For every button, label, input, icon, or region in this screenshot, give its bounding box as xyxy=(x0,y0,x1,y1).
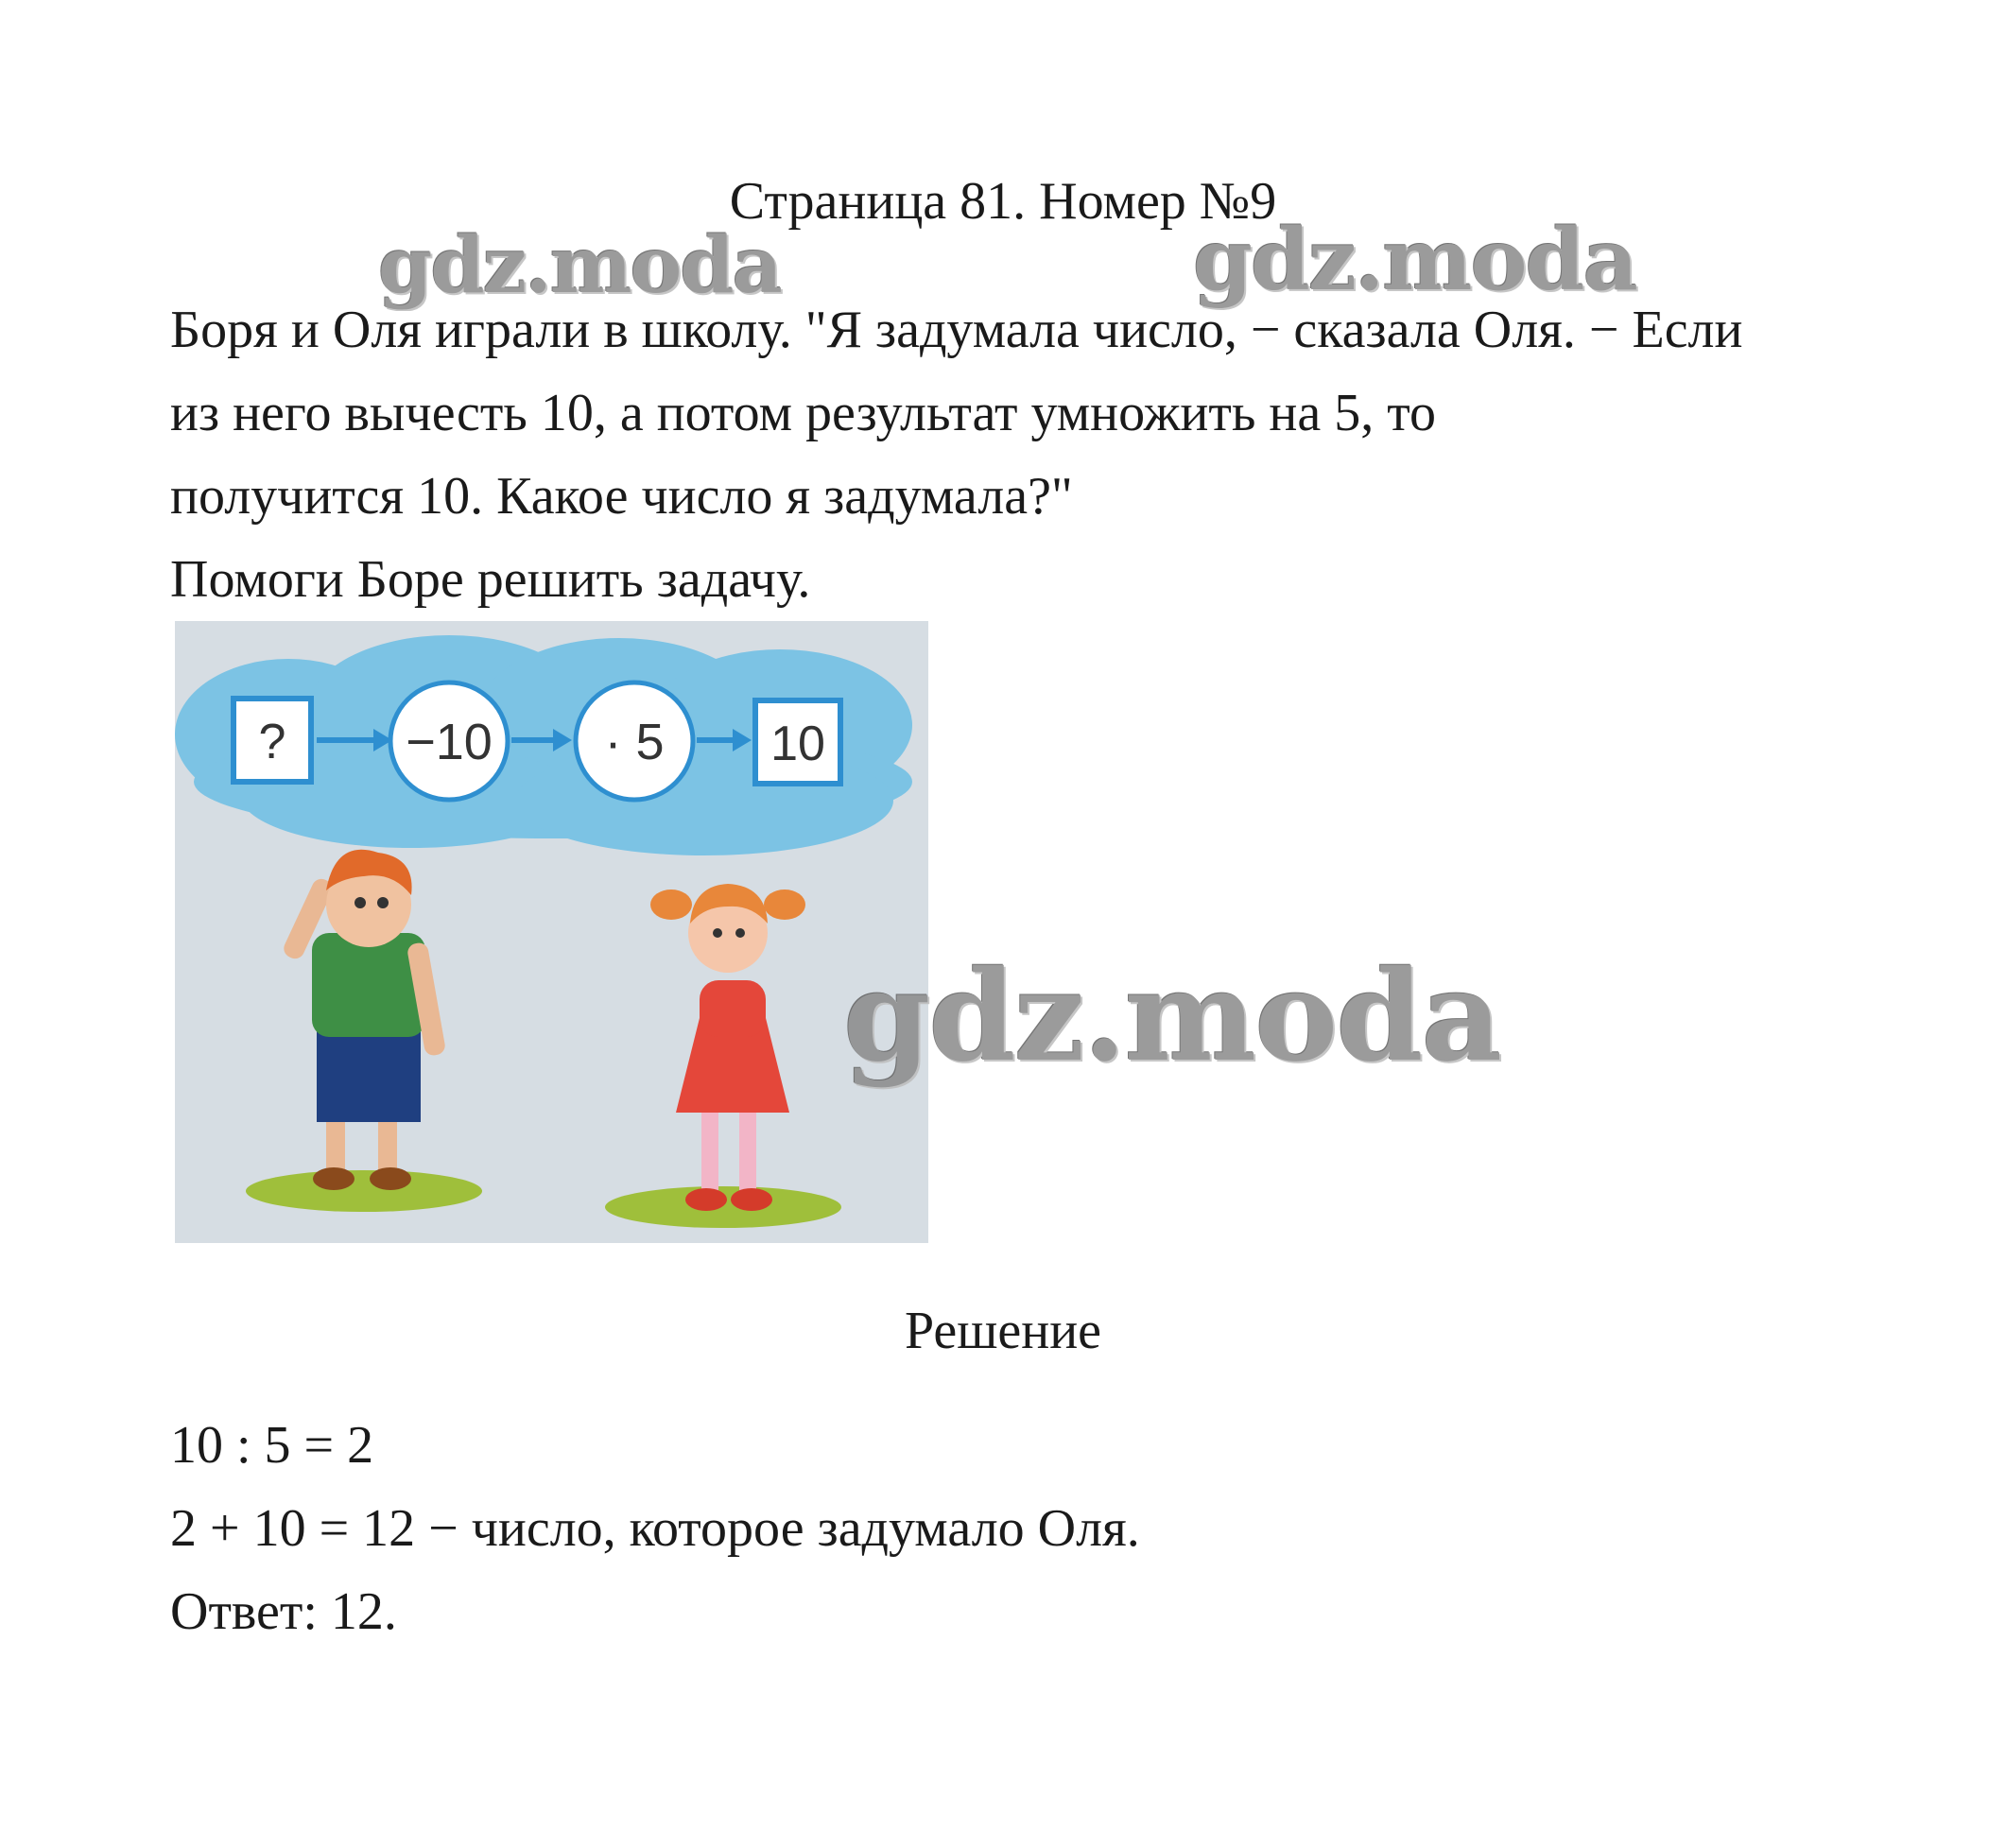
multiply-circle-label: · 5 xyxy=(604,714,665,770)
problem-line: из него вычесть 10, а потом результат умножить на 5, то xyxy=(170,384,1436,442)
watermark: gdz.moda xyxy=(1193,210,1636,310)
problem-text xyxy=(170,288,1910,621)
problem-line: Боря и Оля играли в школу. "Я задумала число, − сказала Оля. − Если xyxy=(170,301,1743,359)
problem-line: получится 10. Какое число я задумала?" xyxy=(170,467,1073,526)
unknown-box-label: ? xyxy=(258,715,286,769)
solution-line: 2 + 10 = 12 − число, которое задумало Оля. xyxy=(170,1499,1140,1558)
textbook-illustration xyxy=(175,621,928,1243)
grass-patch xyxy=(246,1170,482,1212)
solution-heading: Решение xyxy=(904,1302,1102,1360)
result-box-label: 10 xyxy=(770,717,825,771)
solution-line: Ответ: 12. xyxy=(170,1582,397,1641)
problem-line: Помоги Боре решить задачу. xyxy=(170,550,811,609)
solution-text xyxy=(170,1404,1910,1653)
watermark: gdz.moda xyxy=(843,943,1501,1090)
solution-line: 10 : 5 = 2 xyxy=(170,1416,374,1475)
grass-patch xyxy=(605,1186,841,1228)
page-title: Страница 81. Номер №9 xyxy=(729,172,1277,231)
watermark: gdz.moda xyxy=(378,220,781,311)
illustration-svg xyxy=(175,621,928,1243)
subtract-circle-label: −10 xyxy=(406,714,493,770)
